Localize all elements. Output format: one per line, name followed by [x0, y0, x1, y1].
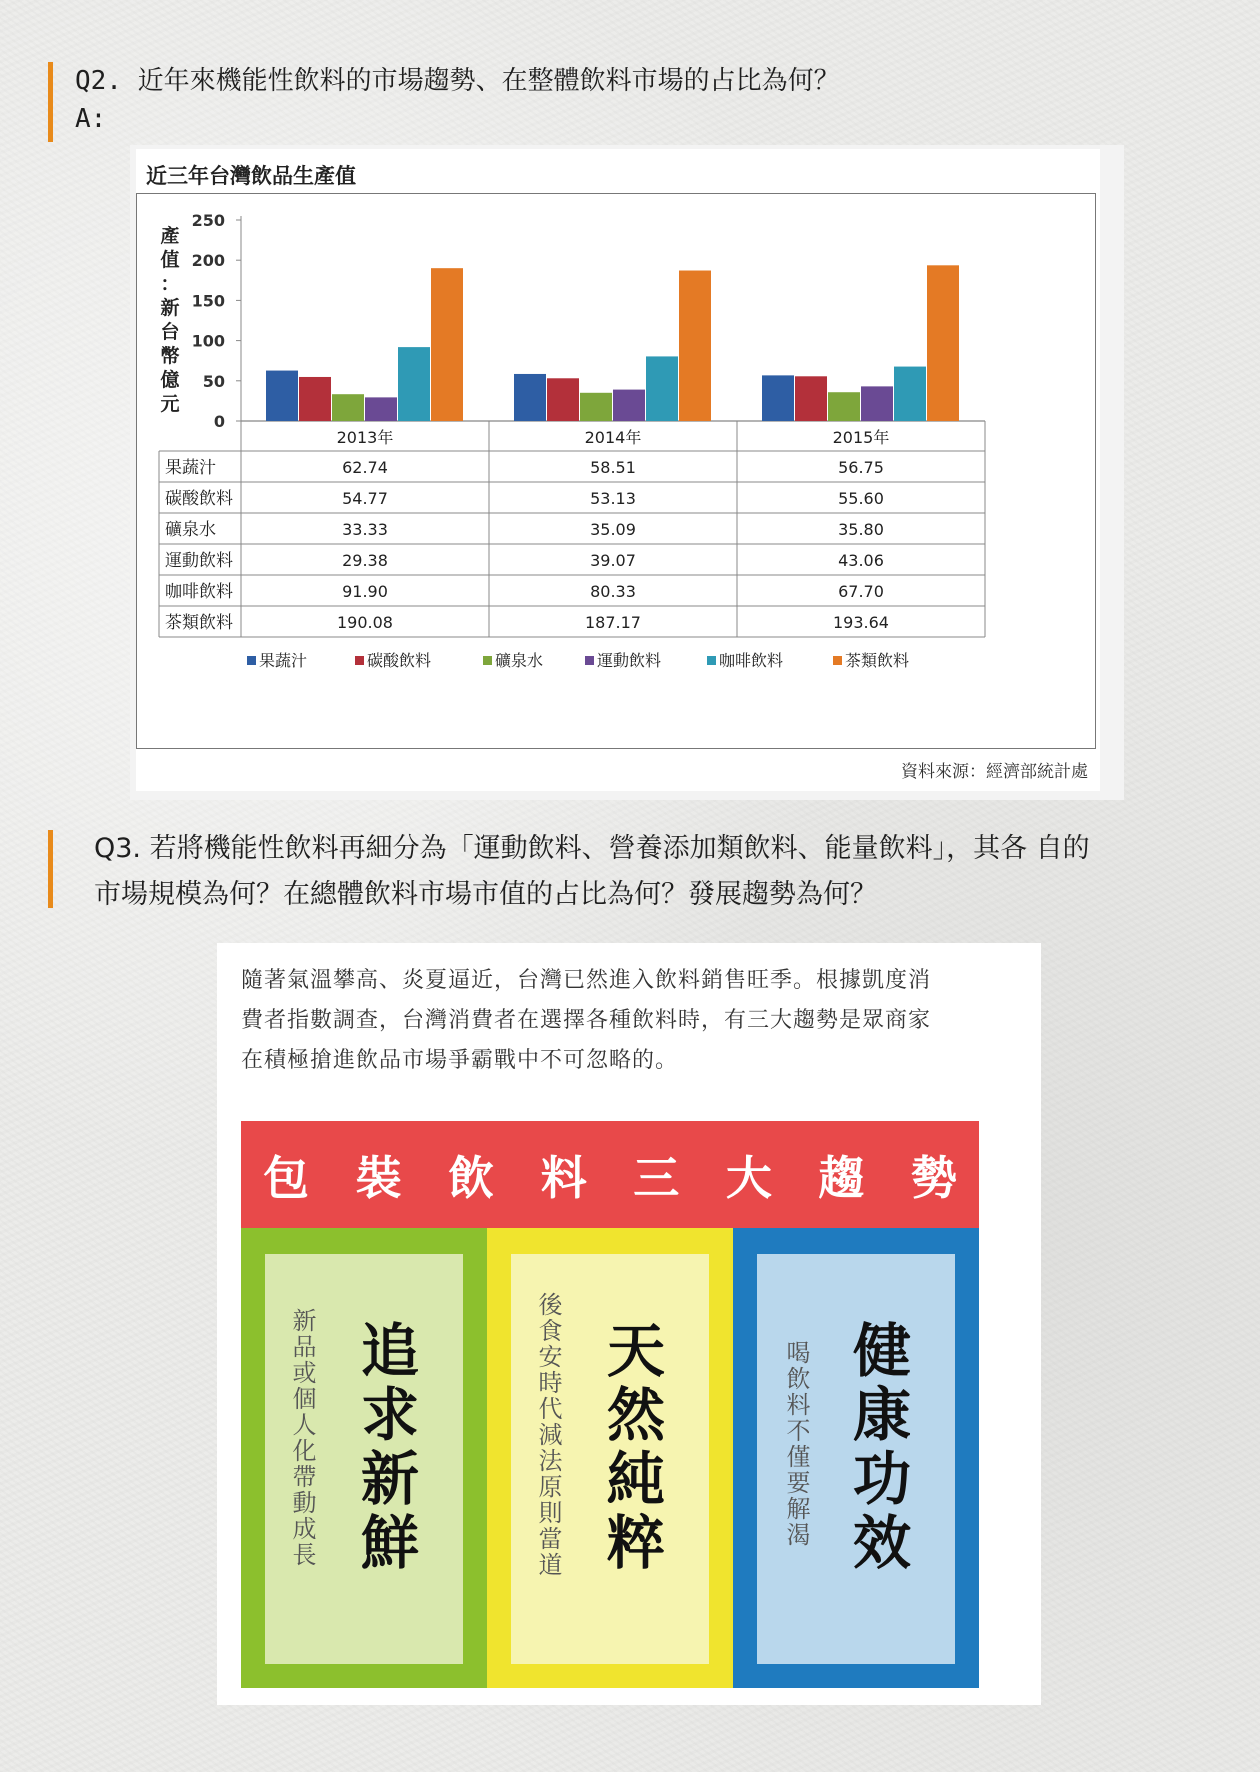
bar-運動飲料-2015年: [861, 386, 893, 421]
trends-paragraph-line: 隨著氣溫攀高、炎夏逼近，台灣已然進入飲料銷售旺季。根據凱度消: [241, 968, 932, 993]
legend-label: 運動飲料: [597, 651, 662, 670]
trends-paragraph-line: 在積極搶進飲品市場爭霸戰中不可忽略的。: [241, 1048, 679, 1073]
bar-咖啡飲料-2013年: [398, 347, 430, 421]
legend-swatch: [833, 656, 842, 665]
legend-label: 咖啡飲料: [719, 651, 784, 670]
trend-title: 天然純粹: [597, 1320, 665, 1576]
banner-char: 三: [633, 1150, 680, 1205]
trend-column-health: [733, 1228, 979, 1688]
chart-source: 資料來源：經濟部統計處: [901, 762, 1088, 782]
table-cell-value: 33.33: [342, 520, 388, 539]
q3-question-line1: Q3. 若將機能性飲料再細分為「運動飲料、營養添加類飲料、能量飲料」，其各 自的: [94, 833, 1090, 864]
banner-char: 大: [725, 1150, 772, 1205]
table-cell-value: 80.33: [590, 582, 636, 601]
y-axis-label-char: ：: [160, 273, 180, 295]
bar-果蔬汁-2013年: [266, 371, 298, 421]
trends-paragraph: [241, 961, 1031, 1081]
table-row-label: 運動飲料: [165, 551, 233, 571]
table-cell-value: 43.06: [838, 551, 884, 570]
y-axis-label-char: 億: [160, 369, 180, 391]
y-axis-label-char: 值: [160, 249, 180, 271]
y-axis-label-char: 元: [160, 393, 180, 415]
banner-char: 包: [263, 1150, 309, 1205]
trend-column-panel: [511, 1254, 709, 1664]
table-row-label: 咖啡飲料: [165, 582, 233, 602]
trends-banner: [241, 1121, 979, 1228]
trend-column-freshness: [241, 1228, 487, 1688]
bar-礦泉水-2013年: [332, 394, 364, 421]
x-category-label: 2015年: [832, 428, 890, 447]
table-cell-value: 56.75: [838, 458, 884, 477]
trend-subtitle: 後食安時代減法原則當道: [534, 1292, 562, 1578]
y-tick-label: 0: [213, 412, 225, 431]
x-category-label: 2013年: [336, 428, 394, 447]
table-cell-value: 91.90: [342, 582, 388, 601]
table-cell-value: 29.38: [342, 551, 388, 570]
banner-char: 飲: [448, 1150, 495, 1205]
table-cell-value: 58.51: [590, 458, 636, 477]
table-row-label: 礦泉水: [165, 520, 216, 540]
table-cell-value: 55.60: [838, 489, 884, 508]
trends-paragraph-line: 費者指數調查，台灣消費者在選擇各種飲料時，有三大趨勢是眾商家: [241, 1008, 932, 1033]
y-tick-label: 250: [191, 211, 225, 230]
table-cell-value: 39.07: [590, 551, 636, 570]
table-cell-value: 190.08: [337, 613, 393, 632]
table-row-label: 茶類飲料: [165, 613, 233, 633]
x-category-label: 2014年: [584, 428, 642, 447]
q3-block: [48, 830, 1238, 922]
legend-swatch: [483, 656, 492, 665]
table-cell-value: 54.77: [342, 489, 388, 508]
bar-運動飲料-2014年: [613, 390, 645, 421]
banner-char: 裝: [355, 1150, 402, 1205]
table-row-label: 碳酸飲料: [165, 489, 233, 509]
table-cell-value: 53.13: [590, 489, 636, 508]
q3-question-line2: 市場規模為何？在總體飲料市場市值的占比為何？發展趨勢為何？: [94, 879, 877, 910]
q2-question: Q2. 近年來機能性飲料的市場趨勢、在整體飲料市場的占比為何？: [75, 66, 840, 96]
legend-label: 果蔬汁: [259, 651, 308, 670]
legend-label: 碳酸飲料: [367, 651, 432, 670]
y-axis-label-char: 幣: [160, 345, 180, 367]
y-tick-label: 50: [202, 371, 225, 391]
y-axis-label-char: 新: [160, 297, 180, 319]
beverage-trends-figure: [217, 943, 1041, 1705]
bar-碳酸飲料-2015年: [795, 376, 827, 421]
legend-swatch: [707, 656, 716, 665]
chart-frame: [136, 193, 1096, 749]
bar-咖啡飲料-2015年: [894, 367, 926, 421]
table-cell-value: 67.70: [838, 582, 884, 601]
bar-礦泉水-2015年: [828, 392, 860, 421]
bar-果蔬汁-2014年: [514, 374, 546, 421]
bar-咖啡飲料-2014年: [646, 356, 678, 421]
y-tick-label: 150: [191, 291, 225, 311]
bar-運動飲料-2013年: [365, 397, 397, 421]
banner-char: 勢: [910, 1150, 957, 1205]
y-axis-label-char: 台: [160, 321, 180, 343]
bar-茶類飲料-2014年: [679, 271, 711, 421]
bar-茶類飲料-2013年: [431, 268, 463, 421]
banner-char: 料: [540, 1150, 587, 1205]
trend-column-panel: [265, 1254, 463, 1664]
legend-label: 礦泉水: [495, 651, 544, 670]
trend-subtitle: 新品或個人化帶動成長: [288, 1308, 316, 1568]
chart-panel: [136, 149, 1100, 791]
trend-subtitle: 喝飲料不僅要解渴: [782, 1340, 810, 1548]
table-cell-value: 35.09: [590, 520, 636, 539]
table-cell-value: 35.80: [838, 520, 884, 539]
trend-column-panel: [757, 1254, 955, 1664]
production-chart-figure: [130, 145, 1124, 800]
trend-title: 追求新鮮: [351, 1320, 419, 1576]
q2-accent-bar: [48, 62, 53, 142]
trend-column-natural: [487, 1228, 733, 1688]
banner-char: 趨: [818, 1150, 865, 1205]
chart-title: 近三年台灣飲品生產值: [146, 164, 356, 188]
trend-title: 健康功效: [843, 1320, 911, 1576]
legend-label: 茶類飲料: [845, 651, 910, 670]
bar-礦泉水-2014年: [580, 393, 612, 421]
q3-accent-bar: [48, 830, 53, 908]
y-axis-label-char: 產: [160, 225, 180, 247]
bar-碳酸飲料-2014年: [547, 378, 579, 421]
q2-block: [48, 62, 1198, 142]
legend-swatch: [585, 656, 594, 665]
bar-果蔬汁-2015年: [762, 375, 794, 421]
bar-chart: [137, 194, 1094, 747]
q2-answer-label: A:: [75, 104, 107, 134]
table-cell-value: 62.74: [342, 458, 388, 477]
bar-碳酸飲料-2013年: [299, 377, 331, 421]
y-tick-label: 200: [191, 251, 225, 271]
table-cell-value: 193.64: [833, 613, 889, 632]
table-cell-value: 187.17: [585, 613, 641, 632]
legend-swatch: [355, 656, 364, 665]
legend-swatch: [247, 656, 256, 665]
bar-茶類飲料-2015年: [927, 265, 959, 421]
table-row-label: 果蔬汁: [165, 458, 216, 478]
y-tick-label: 100: [191, 331, 225, 351]
